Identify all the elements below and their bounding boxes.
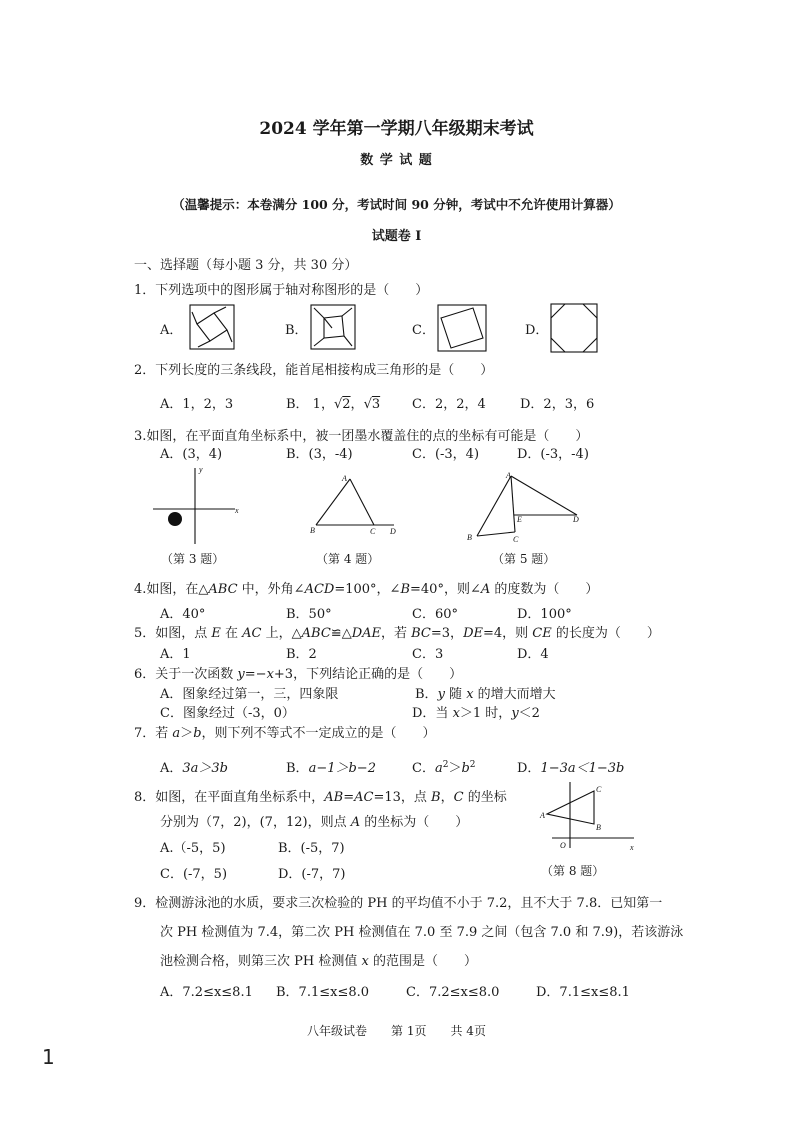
fig8-label-x: x [630, 843, 634, 852]
fig3-y-label: y [199, 465, 203, 474]
q6-opt-d-end: ＜2 [518, 706, 540, 721]
q1a-seg-4 [198, 341, 210, 347]
q7-opt-d-label: D． [517, 761, 541, 776]
q6-opt-b-mid: 随 [444, 687, 467, 702]
q7-opt-c-label: C． [412, 761, 435, 776]
q1-label-c: C． [412, 323, 435, 338]
fig5-ac [511, 476, 515, 532]
q8-c: C [453, 790, 464, 805]
q8-stem-line1 [134, 789, 507, 807]
q8-b: B [431, 790, 441, 805]
q1b-seg-1 [314, 308, 324, 318]
q1b-seg-5 [324, 318, 332, 328]
q5-stem-pre: 5．如图，点 [134, 626, 212, 641]
q5-de: DE [463, 626, 483, 641]
fig4-label-a: A [342, 474, 347, 483]
q4-b: B [400, 582, 411, 597]
fig4 [304, 467, 404, 537]
q9-opt-b: B．7.1≤x≤8.0 [276, 985, 370, 1000]
q6-func-x: x [266, 667, 274, 682]
q9-line3-pre: 池检测合格，则第三次 PH 检测值 [160, 954, 362, 969]
q5-opt-c: C．3 [412, 647, 444, 662]
q7-opt-c-gt: ＞ [448, 761, 462, 776]
q6-opt-d-x: x [452, 706, 460, 721]
fig8-label-a: A [540, 811, 545, 820]
fig5-label-b: B [467, 533, 472, 542]
q6-opt-b [415, 686, 556, 704]
q7-opt-c-a: a [434, 761, 443, 776]
fig5-ad [511, 476, 577, 515]
fig8-label-b: B [596, 823, 601, 832]
q1c-inner-square [441, 308, 483, 348]
fig5-caption: （第 5 题） [492, 552, 556, 566]
q7-opt-b [286, 760, 376, 778]
q7-opt-c [412, 760, 476, 778]
q7-stem-pre: 7．若 [134, 726, 173, 741]
q1d-octagon [551, 304, 597, 352]
q9-x: x [361, 954, 369, 969]
q4-acd: ACD [304, 582, 335, 597]
q7-opt-a-expr: 3a＞3b [182, 761, 229, 776]
q7-gt: ＞ [180, 726, 194, 741]
fig3 [145, 462, 245, 547]
fig4-side-ac [350, 479, 374, 525]
q5-ce: CE [532, 626, 552, 641]
page-marker: 1 [42, 1045, 55, 1069]
fig4-label-d: D [390, 527, 396, 536]
q1b-inner-square [324, 316, 344, 338]
q6-func-rest: +3，下列结论正确的是（ ） [273, 667, 463, 682]
q8-opt-c: C．(-7，5) [160, 867, 228, 882]
q5-opt-b: B．2 [286, 647, 317, 662]
q6-opt-b-end: 的增大而增大 [473, 687, 556, 702]
fig5-label-d: D [573, 515, 579, 524]
q4-opt-b: B．50° [286, 607, 332, 622]
q4-stem [134, 581, 598, 599]
fig4-side-ab [316, 479, 350, 525]
fig3-ink-blot [168, 512, 182, 526]
q8-line2-pre: 分别为（7，2)，(7，12)，则点 [160, 815, 351, 830]
fig8 [532, 776, 642, 856]
q8-opt-a: A.（-5，5) [160, 841, 226, 856]
q1a-seg-2 [214, 307, 226, 313]
q5-stem-end: 的长度为（ ） [551, 626, 660, 641]
q2-opt-c: C．2，2，4 [412, 397, 486, 412]
q8-stem-line2 [160, 814, 468, 832]
q5-e: E [211, 626, 221, 641]
q1-label-a: A． [160, 323, 183, 338]
q3-opt-b: B．(3，-4) [286, 447, 353, 462]
q7-stem-end: ，则下列不等式不一定成立的是（ ） [201, 726, 436, 741]
q2-stem: 2．下列长度的三条线段，能首尾相接构成三角形的是（ ） [134, 363, 494, 378]
q9-line3-end: 的范围是（ ） [368, 954, 477, 969]
exam-tip: （温馨提示：本卷满分 100 分，考试时间 90 分钟，考试中不允许使用计算器） [172, 197, 621, 212]
q4-opt-d: D．100° [517, 607, 572, 622]
q4-abc: ABC [208, 582, 238, 597]
fig5-ab [477, 476, 511, 536]
q3-opt-c: C．(-3，4) [412, 447, 480, 462]
q9-opt-c: C．7.2≤x≤8.0 [406, 985, 500, 1000]
q1b-seg-4 [314, 338, 324, 346]
q8-opt-b: B．(-5，7) [278, 841, 345, 856]
q2-sqrt3-symbol: √ [363, 397, 372, 412]
q7-b: b [193, 726, 202, 741]
q6-opt-c: C．图象经过（-3，0） [160, 706, 295, 721]
q9-opt-d: D．7.1≤x≤8.1 [536, 985, 630, 1000]
q5-stem-mid5: =4，则 [482, 626, 533, 641]
q6-opt-b-pre: B． [415, 687, 438, 702]
q2-opt-b-sep: ， [350, 397, 364, 412]
q6-func-y: y [237, 667, 245, 682]
q5-opt-d: D．4 [517, 647, 549, 662]
fig4-label-b: B [310, 526, 315, 535]
q5-stem-mid4: =3， [430, 626, 464, 641]
q5-dae: DAE [351, 626, 381, 641]
q6-opt-d [412, 705, 540, 723]
q5-abc: ABC [301, 626, 331, 641]
q4-stem-mid3: =40°，则∠ [410, 582, 481, 597]
q1-figure-a [189, 304, 235, 350]
q9-line3 [160, 953, 477, 971]
fig8-label-o: O [560, 841, 566, 850]
q7-opt-d-expr: 1−3a＜1−3b [540, 761, 625, 776]
q9-line1: 9．检测游泳池的水质，要求三次检验的 PH 的平均值不小于 7.2，且不大于 7.8．已知第一 [134, 896, 663, 911]
q6-opt-d-y: y [511, 706, 519, 721]
fig5-label-e: E [517, 515, 522, 524]
q8-stem-pre: 8．如图，在平面直角坐标系中， [134, 790, 325, 805]
q8-opt-d: D．(-7，7) [278, 867, 346, 882]
q1-figure-d [550, 303, 598, 353]
page-footer: 八年级试卷 第 1页 共 4页 [307, 1024, 486, 1038]
fig4-caption: （第 4 题） [316, 552, 380, 566]
q4-a: A [480, 582, 491, 597]
q9-line2: 次 PH 检测值为 7.4，第二次 PH 检测值在 7.0 至 7.9 之间（包含 7.0 和 7.9)，若该游泳 [160, 925, 684, 940]
q8-stem-end1: 的坐标 [463, 790, 507, 805]
q7-opt-c-exp-b: 2 [469, 760, 476, 770]
q1a-seg-1 [192, 312, 197, 324]
q4-stem-end: 的度数为（ ） [490, 582, 599, 597]
q4-opt-a: A．40° [160, 607, 206, 622]
q6-opt-b-y: y [437, 687, 445, 702]
q5-stem-mid3: ，若 [381, 626, 412, 641]
q7-opt-a-label: A． [160, 761, 183, 776]
q6-stem [134, 666, 462, 684]
q7-a: a [172, 726, 181, 741]
q1-stem: 1．下列选项中的图形属于轴对称图形的是（ ） [134, 283, 429, 298]
q1-label-b: B． [285, 323, 308, 338]
q6-func-eq: =− [244, 667, 267, 682]
q2-sqrt2-symbol: √ [333, 397, 343, 412]
exam-title: 2024 学年第一学期八年级期末考试 [259, 119, 534, 139]
q5-bc: BC [411, 626, 431, 641]
q2-sqrt2-radicand: 2 [342, 397, 351, 412]
exam-subtitle: 数 学 试 题 [360, 153, 433, 168]
q4-stem-mid1: 中，外角∠ [237, 582, 305, 597]
q2-opt-b-prefix: B． 1， [286, 397, 334, 412]
fig3-x-label: x [235, 506, 239, 515]
q6-opt-b-x: x [466, 687, 474, 702]
q2-opt-a: A．1，2，3 [160, 397, 234, 412]
fig8-label-c: C [596, 785, 602, 794]
paper-label: 试题卷 I [371, 229, 422, 244]
q1-figure-c [437, 304, 487, 352]
q1a-inner-square [197, 313, 227, 341]
q2-sqrt3-radicand: 3 [371, 397, 381, 412]
q1-label-d: D． [525, 323, 549, 338]
q1a-square [190, 305, 234, 349]
q7-opt-b-expr: a−1＞b−2 [308, 761, 376, 776]
q6-stem-pre: 6．关于一次函数 [134, 667, 238, 682]
fig5-bc [477, 532, 515, 536]
q6-opt-d-pre: D．当 [412, 706, 453, 721]
q3-stem: 3.如图，在平面直角坐标系中，被一团墨水覆盖住的点的坐标有可能是（ ） [134, 429, 589, 444]
q5-stem [134, 625, 660, 643]
q5-cong: ≌△ [330, 626, 352, 641]
q8-stem-mid1: =13，点 [373, 790, 432, 805]
q5-stem-mid2: 上，△ [261, 626, 302, 641]
q4-stem-mid2: =100°，∠ [334, 582, 401, 597]
q7-opt-c-exp-a: 2 [442, 760, 449, 770]
q5-ac: AC [242, 626, 262, 641]
q8-ab-eq: AB=AC [324, 790, 374, 805]
q8-line2-end: 的坐标为（ ） [360, 815, 469, 830]
q1-figure-b [310, 304, 356, 350]
q8-comma: ， [440, 790, 454, 805]
section-heading: 一、选择题（每小题 3 分，共 30 分） [134, 258, 358, 273]
fig8-caption: （第 8 题） [541, 864, 605, 878]
q3-opt-d: D．(-3，-4) [517, 447, 589, 462]
q3-opt-a: A．(3，4) [160, 447, 223, 462]
q2-opt-b [286, 396, 380, 414]
q6-opt-a: A．图象经过第一，三，四象限 [160, 687, 339, 702]
q7-stem [134, 725, 436, 743]
fig5 [463, 470, 588, 545]
fig5-label-c: C [513, 535, 519, 544]
q1a-seg-3 [227, 330, 232, 342]
q8-a: A [350, 815, 361, 830]
fig4-label-c: C [370, 527, 376, 536]
q1b-seg-3 [344, 336, 352, 346]
q7-opt-b-label: B． [286, 761, 309, 776]
q5-opt-a: A．1 [160, 647, 191, 662]
q7-opt-c-b: b [461, 761, 470, 776]
q5-stem-mid1: 在 [220, 626, 243, 641]
q9-opt-a: A．7.2≤x≤8.1 [160, 985, 253, 1000]
q4-opt-c: C．60° [412, 607, 458, 622]
fig3-caption: （第 3 题） [161, 552, 225, 566]
q6-opt-d-mid: ＞1 时， [459, 706, 512, 721]
q4-stem-pre: 4.如图，在△ [134, 582, 209, 597]
q2-opt-d: D．2，3，6 [520, 397, 595, 412]
fig5-label-a: A [506, 471, 511, 480]
q7-opt-a [160, 760, 228, 778]
q1b-seg-2 [342, 308, 352, 316]
